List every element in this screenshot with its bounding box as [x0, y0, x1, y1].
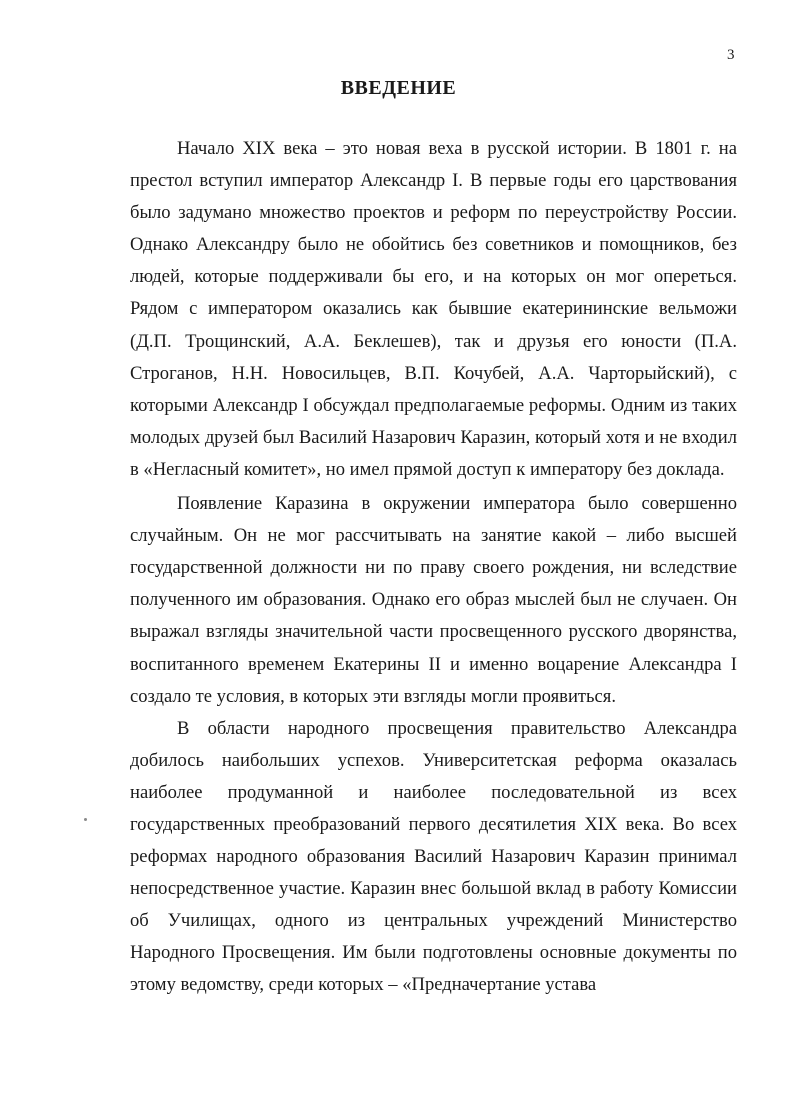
page-title: ВВЕДЕНИЕ	[340, 77, 457, 99]
paragraph-karazin-appearance: Появление Каразина в окружении императора было совершенно случайным. Он не мог рассчитывать на занятие какой – либо высшей государственной должности ни по праву своего рождения, ни вследствие полученного им образования. Однако его образ мыслей был не случаен. Он выражал взгляды значительной части просвещенного русского дворянства, воспитанного временем Екатерины II и именно воцарение Александра I создало те условия, в которых эти взгляды могли проявиться.	[130, 493, 737, 707]
paragraph-education-reform: В области народного просвещения правительство Александра добилось наибольших успехов. Университетская реформа оказалась наиболее продуманной и наиболее последовательной из всех государственных преобразований первого десятилетия XIX века. Во всех реформах народного образования Василий Назарович Каразин принимал непосредственное участие. Каразин внес большой вклад в работу Комиссии об Училищах, одного из центральных учреждений Министерство Народного Просвещения. Им были подготовлены основные документы по этому ведомству, среди которых – «Предначертание устава	[130, 717, 737, 996]
page-number: 3	[727, 47, 735, 63]
paragraph-intro: Начало XIX века – это новая веха в русской истории. В 1801 г. на престол вступил император Александр I. В первые годы его царствования было задумано множество проектов и реформ по переустройству России. Однако Александру было не обойтись без советников и помощников, без людей, которые поддерживали бы его, и на которых он мог опереться. Рядом с императором оказались как бывшие екатерининские вельможи (Д.П. Трощинский, А.А. Беклешев), так и друзья его юности (П.А. Строганов, Н.Н. Новосильцев, В.П. Кочубей, А.А. Чарторыйский), с которыми Александр I обсуждал предполагаемые реформы. Одним из таких молодых друзей был Василий Назарович Каразин, который хотя и не входил в «Негласный комитет», но имел прямой доступ к императору без доклада.	[130, 138, 737, 480]
body-text	[130, 133, 737, 1002]
margin-speck	[84, 818, 87, 821]
